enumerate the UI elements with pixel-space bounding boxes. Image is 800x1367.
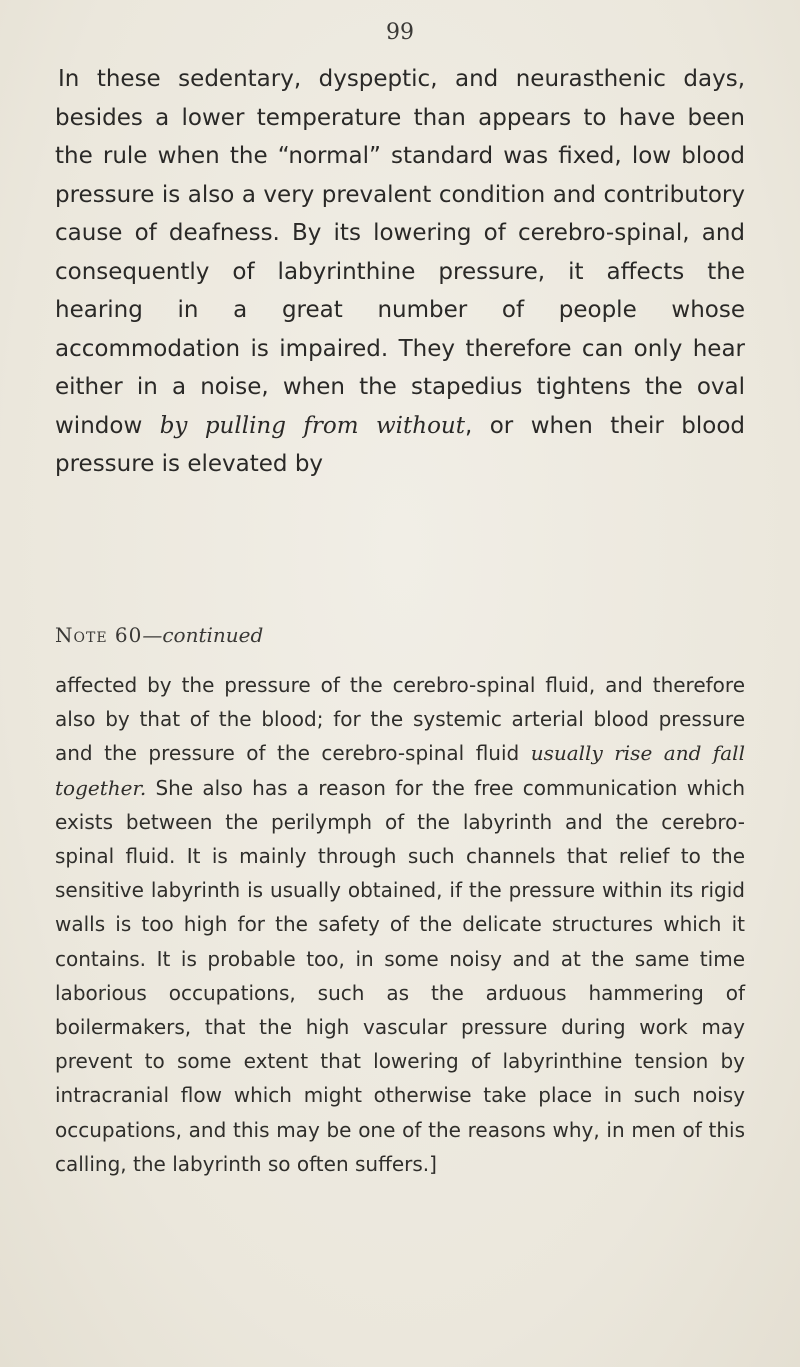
main-paragraph	[55, 60, 745, 484]
note-continued: —continued	[142, 623, 264, 647]
main-paragraph-italic: by pulling from without	[159, 412, 465, 439]
note-paragraph-text-2: She also has a reason for the free communication which exists between the perilymph of the labyrinth and the cerebro-spinal fluid. It is mainly through such channels that relief to the sensitive labyrinth is usually obtained, if the pressure within its rigid walls is too high for the safety of the delicate structures which it contains. It is probable too, in some noisy and at the same time laborious occupations, such as the arduous hammering of boilermakers, that the high vascular pressure during work may prevent to some extent that lowering of labyrinthine tension by intracranial flow which might otherwise take place in such noisy occupations, and this may be one of the reasons why, in men of this calling, the labyrinth so often suffers.]	[55, 775, 745, 1176]
note-label: Note 60	[55, 623, 143, 647]
page-number: 99	[386, 20, 414, 45]
note-heading	[55, 623, 263, 647]
main-paragraph-text-2: , or when their blood pressure is elevated by	[55, 412, 745, 477]
note-paragraph-italic: usually rise and fall together.	[55, 741, 745, 800]
note-paragraph-text-1: affected by the pressure of the cerebro-spinal fluid, and therefore also by that of the blood; for the systemic arterial blood pressure and the pressure of the cerebro-spinal fluid	[55, 673, 745, 766]
main-paragraph-text-1: In these sedentary, dyspeptic, and neurasthenic days, besides a lower temperature than appears to have been the rule when the “normal” standard was fixed, low blood pressure is also a very prevalent condition and contributory cause of deafness. By its lowering of cerebro-spinal, and consequently of labyrinthine pressure, it affects the hearing in a great number of people whose accommodation is impaired. They therefore can only hear either in a noise, when the stapedius tightens the oval window	[55, 66, 745, 439]
note-paragraph	[55, 668, 745, 1181]
